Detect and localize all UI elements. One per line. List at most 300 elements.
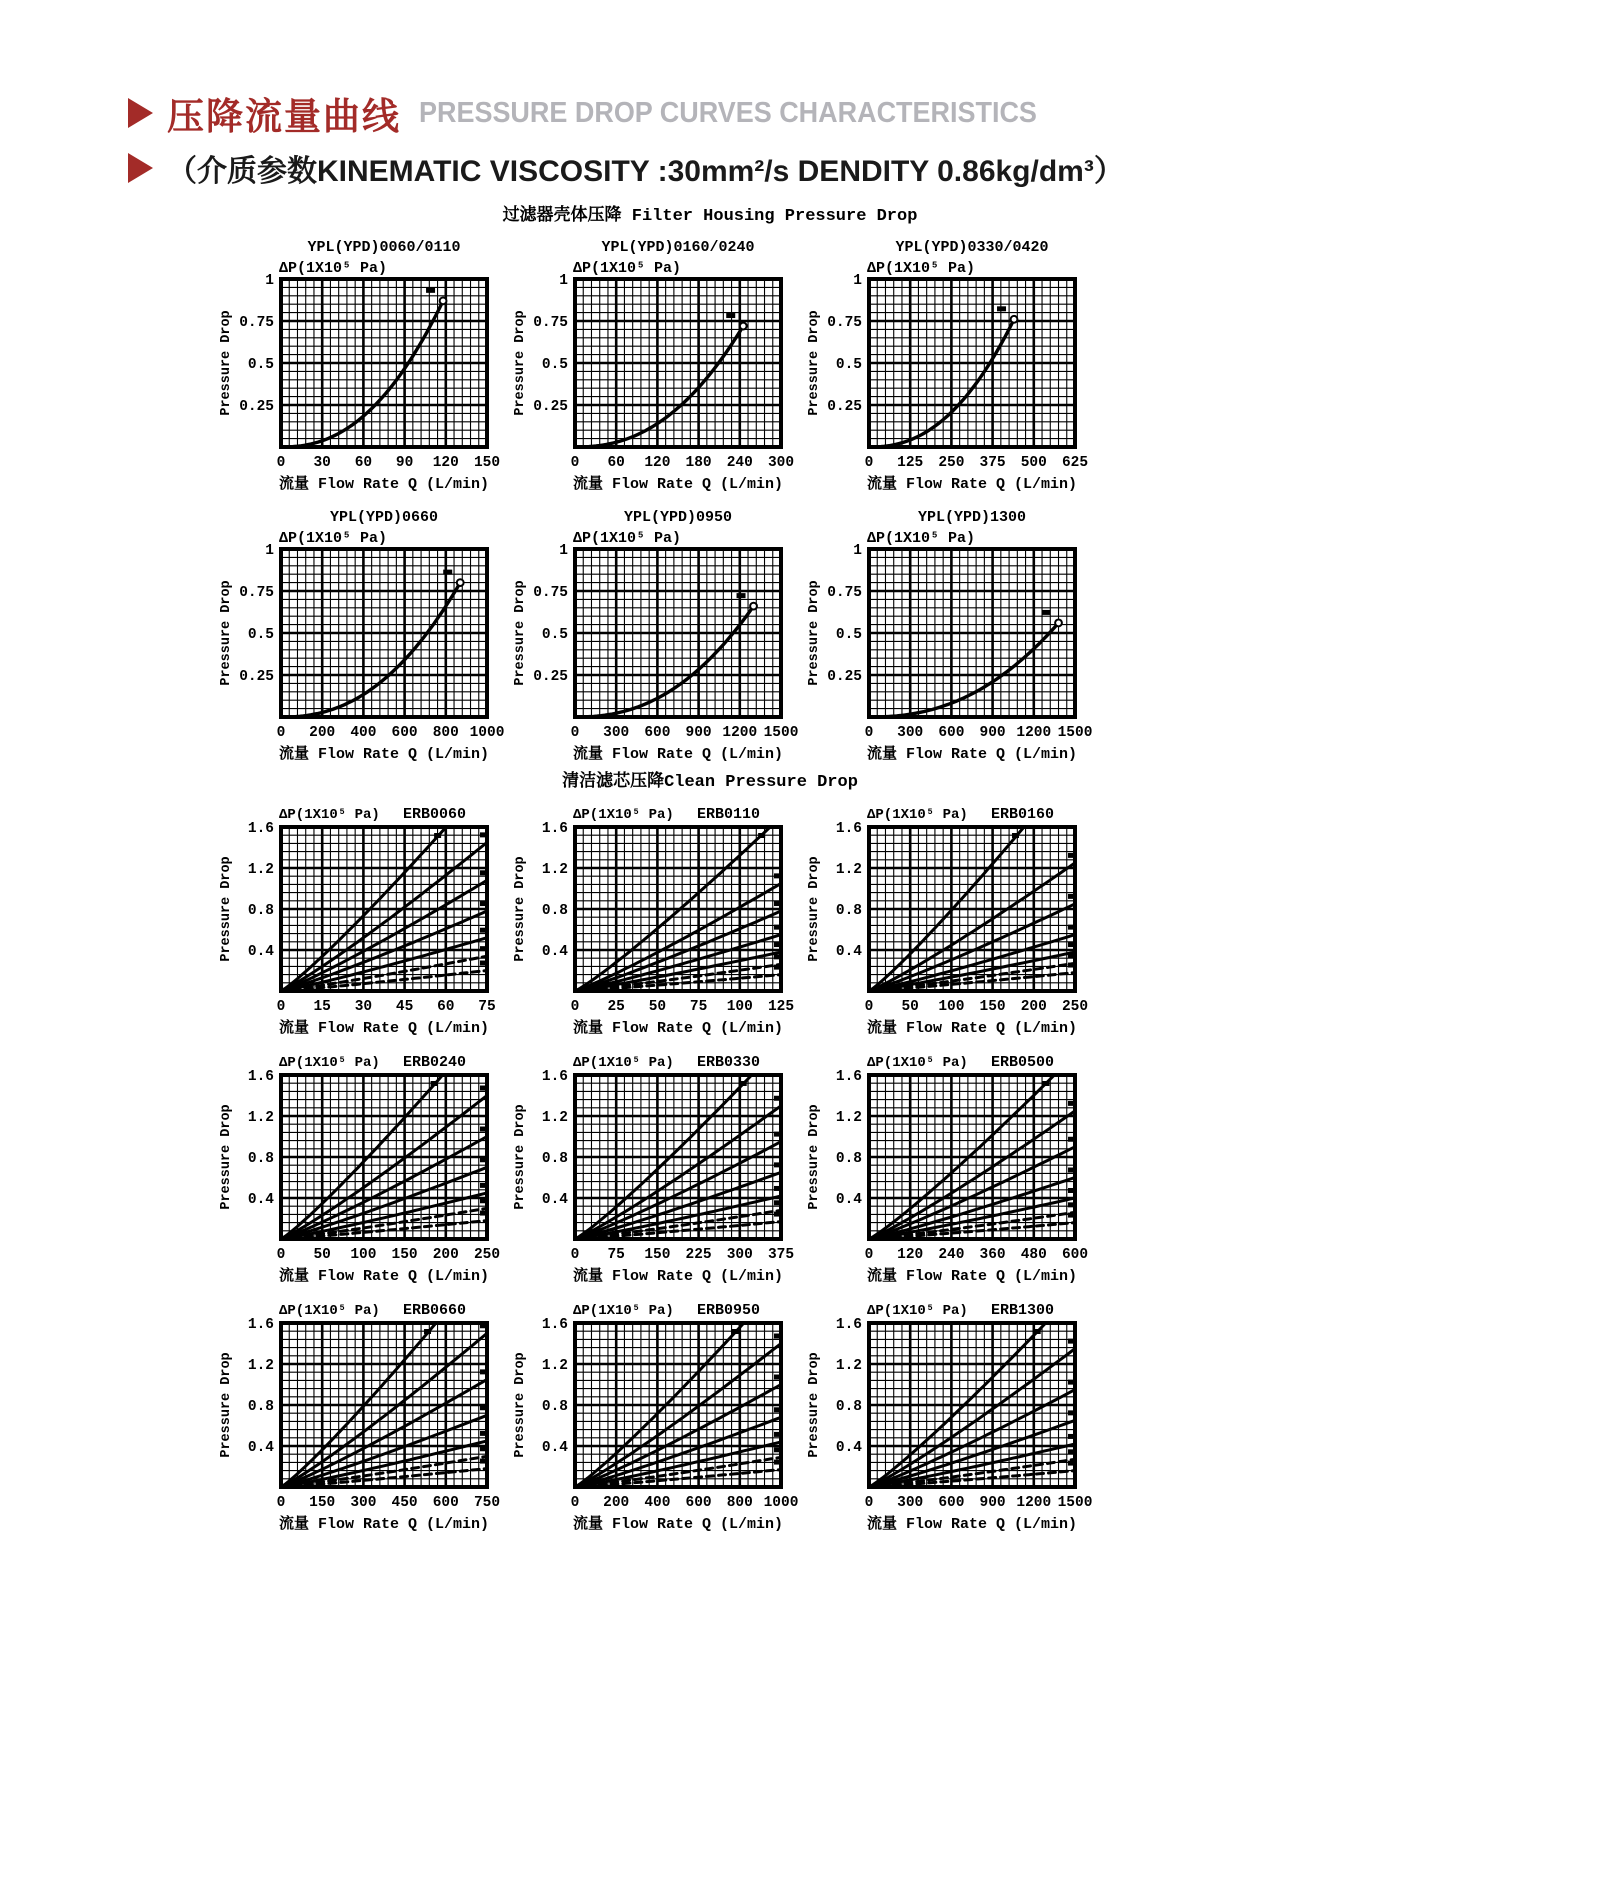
- x-tick-label: 25: [607, 999, 625, 1015]
- chart-ERB0660: [215, 1297, 507, 1533]
- x-tick-label: 150: [309, 1495, 336, 1511]
- y-tick-label: 1.6: [247, 821, 274, 837]
- x-tick-label: 0: [864, 455, 874, 471]
- x-tick-label: 0: [570, 1247, 580, 1263]
- chart-title: ERB0950: [697, 1302, 761, 1319]
- dp-axis-label: ΔP(1X10⁵ Pa): [279, 1055, 380, 1071]
- grade-curve-tag: [1068, 1188, 1075, 1193]
- x-tick-label: 100: [938, 999, 965, 1015]
- x-axis-title: 流量 Flow Rate Q (L/min): [278, 476, 490, 493]
- x-axis-title: 流量 Flow Rate Q (L/min): [866, 1516, 1078, 1533]
- y-tick-label: 1: [559, 273, 568, 289]
- grade-curve: [575, 1417, 781, 1487]
- x-axis-title: 流量 Flow Rate Q (L/min): [278, 1268, 490, 1285]
- grade-curve-tag: [774, 1186, 781, 1191]
- x-tick-label: 125: [897, 455, 924, 471]
- grade-curve-tag: [774, 1375, 781, 1380]
- y-tick-label: 1.2: [541, 1110, 568, 1126]
- grade-curve-tag: [774, 873, 781, 878]
- x-tick-label: 300: [897, 725, 924, 741]
- y-tick-label: 0.8: [247, 1151, 274, 1167]
- curve-end-tag: [726, 313, 735, 318]
- y-tick-label: 0.75: [533, 315, 568, 331]
- grade-curve-tag: [774, 1460, 781, 1465]
- x-tick-label: 200: [603, 1495, 630, 1511]
- grade-curve-tag: [1068, 1434, 1075, 1439]
- grade-curve-tag: [774, 1200, 781, 1205]
- x-tick-label: 1200: [1016, 1495, 1052, 1511]
- media-parameters-line: [128, 146, 1124, 190]
- chart-YPL(YPD)0330/0420: [803, 235, 1095, 493]
- x-tick-label: 30: [354, 999, 373, 1015]
- x-tick-label: 800: [432, 725, 459, 741]
- x-tick-label: 400: [644, 1495, 671, 1511]
- chart-title: YPL(YPD)0950: [623, 509, 733, 526]
- grade-curve-tag: [480, 1127, 487, 1132]
- page-title-en: PRESSURE DROP CURVES CHARACTERISTICS: [419, 96, 1037, 129]
- dp-axis-label: ΔP(1X10⁵ Pa): [279, 260, 388, 277]
- y-tick-label: 1.6: [835, 821, 862, 837]
- x-tick-label: 150: [473, 455, 501, 471]
- x-tick-label: 750: [473, 1495, 501, 1511]
- y-tick-label: 0.4: [247, 1192, 274, 1208]
- x-tick-label: 1500: [1057, 725, 1093, 741]
- x-axis-title: 流量 Flow Rate Q (L/min): [278, 746, 490, 763]
- curve-end-marker: [1055, 620, 1062, 627]
- y-tick-label: 0.75: [239, 315, 274, 331]
- chart-title: ERB0500: [991, 1054, 1055, 1071]
- y-axis-title: Pressure Drop: [807, 1352, 822, 1458]
- x-tick-label: 250: [473, 1247, 501, 1263]
- y-tick-label: 0.75: [239, 585, 274, 601]
- y-tick-label: 0.4: [247, 944, 274, 960]
- grade-curve-tag: [774, 1096, 781, 1101]
- x-tick-label: 0: [864, 999, 874, 1015]
- x-tick-label: 100: [350, 1247, 377, 1263]
- grade-curve-tag: [1068, 1168, 1075, 1173]
- page-title-cn: 压降流量曲线: [167, 96, 401, 137]
- y-axis-title: Pressure Drop: [513, 856, 528, 962]
- chart-title: ERB0330: [697, 1054, 761, 1071]
- grade-curve-tag: [774, 925, 781, 930]
- x-tick-label: 0: [276, 999, 286, 1015]
- grade-curve-tag: [480, 1211, 487, 1216]
- chart-ERB0060: [215, 801, 507, 1037]
- dp-axis-label: ΔP(1X10⁵ Pa): [573, 1055, 674, 1071]
- grade-curve: [281, 1441, 487, 1487]
- grade-curve-tag: [480, 928, 487, 933]
- page-header: [128, 86, 1083, 140]
- grade-curve-tag: [758, 833, 765, 838]
- grade-curve-tag: [774, 1407, 781, 1412]
- y-axis-title: Pressure Drop: [513, 1352, 528, 1458]
- x-tick-label: 625: [1061, 455, 1089, 471]
- curve-end-marker: [740, 323, 747, 330]
- x-tick-label: 0: [864, 1495, 874, 1511]
- grade-curve-tag: [480, 832, 487, 837]
- y-axis-title: Pressure Drop: [513, 1104, 528, 1210]
- grade-curve-tag: [774, 1447, 781, 1452]
- y-axis-title: Pressure Drop: [219, 856, 234, 962]
- y-tick-label: 0.5: [835, 627, 862, 643]
- grade-curve-tag: [1068, 1101, 1075, 1106]
- dp-axis-label: ΔP(1X10⁵ Pa): [867, 530, 976, 547]
- grade-curve-tag: [480, 1405, 487, 1410]
- y-tick-label: 0.4: [835, 1192, 862, 1208]
- chart-title: YPL(YPD)0660: [329, 509, 439, 526]
- y-tick-label: 1.2: [541, 1358, 568, 1374]
- x-tick-label: 800: [726, 1495, 753, 1511]
- x-tick-label: 300: [350, 1495, 377, 1511]
- grade-curve-tag: [774, 942, 781, 947]
- x-tick-label: 120: [897, 1247, 924, 1263]
- grade-curve: [281, 1333, 487, 1487]
- y-tick-label: 1.6: [247, 1069, 274, 1085]
- y-axis-title: Pressure Drop: [807, 856, 822, 962]
- dp-axis-label: ΔP(1X10⁵ Pa): [573, 530, 682, 547]
- x-tick-label: 0: [570, 455, 580, 471]
- x-tick-label: 300: [726, 1247, 753, 1263]
- grade-curve-tag: [480, 1183, 487, 1188]
- chart-title: ERB0240: [403, 1054, 467, 1071]
- x-tick-label: 600: [391, 725, 418, 741]
- x-tick-label: 0: [276, 1495, 286, 1511]
- y-tick-label: 1: [265, 543, 274, 559]
- x-tick-label: 600: [1061, 1247, 1089, 1263]
- y-tick-label: 0.5: [247, 357, 274, 373]
- dp-axis-label: ΔP(1X10⁵ Pa): [573, 260, 682, 277]
- curve-end-marker: [440, 297, 447, 304]
- x-tick-label: 300: [897, 1495, 924, 1511]
- x-axis-title: 流量 Flow Rate Q (L/min): [572, 476, 784, 493]
- housing-chart-grid: [215, 235, 1205, 763]
- chart-ERB0110: [509, 801, 801, 1037]
- x-tick-label: 60: [607, 455, 625, 471]
- x-tick-label: 125: [767, 999, 795, 1015]
- x-axis-title: 流量 Flow Rate Q (L/min): [866, 476, 1078, 493]
- section-title-clean: 清洁滤芯压降Clean Pressure Drop: [562, 773, 858, 792]
- y-tick-label: 1.2: [247, 1358, 274, 1374]
- y-tick-label: 1.2: [835, 1110, 862, 1126]
- x-tick-label: 480: [1020, 1247, 1047, 1263]
- grade-curve-tag: [1068, 853, 1075, 858]
- x-tick-label: 240: [938, 1247, 965, 1263]
- grade-curve-tag: [774, 1132, 781, 1137]
- x-tick-label: 50: [313, 1247, 331, 1263]
- dp-axis-label: ΔP(1X10⁵ Pa): [867, 260, 976, 277]
- x-tick-label: 200: [432, 1247, 459, 1263]
- media-parameters-text: （介质参数KINEMATIC VISCOSITY :30mm²/s DENDITY 0.86kg/dm³）: [167, 155, 1124, 188]
- x-tick-label: 60: [354, 455, 373, 471]
- y-tick-label: 0.5: [247, 627, 274, 643]
- y-tick-label: 0.8: [835, 1151, 862, 1167]
- grade-curve-tag: [480, 870, 487, 875]
- x-tick-label: 150: [644, 1247, 671, 1263]
- grade-curve-tag: [1042, 1081, 1049, 1086]
- y-tick-label: 1.6: [541, 821, 568, 837]
- dp-axis-label: ΔP(1X10⁵ Pa): [279, 1303, 380, 1319]
- x-axis-title: 流量 Flow Rate Q (L/min): [572, 746, 784, 763]
- x-axis-title: 流量 Flow Rate Q (L/min): [866, 1020, 1078, 1037]
- y-tick-label: 0.8: [247, 1399, 274, 1415]
- x-tick-label: 1500: [1057, 1495, 1093, 1511]
- grade-curve-tag: [480, 961, 487, 966]
- x-tick-label: 360: [979, 1247, 1006, 1263]
- grade-curve-tag: [732, 1329, 739, 1334]
- grade-curve-tag: [434, 833, 441, 838]
- y-tick-label: 0.4: [541, 1192, 568, 1208]
- y-tick-label: 0.4: [247, 1440, 274, 1456]
- x-tick-label: 450: [391, 1495, 418, 1511]
- grade-curve-tag: [480, 1431, 487, 1436]
- y-tick-label: 0.4: [541, 944, 568, 960]
- x-tick-label: 900: [979, 725, 1006, 741]
- y-tick-label: 1.2: [247, 862, 274, 878]
- dp-axis-label: ΔP(1X10⁵ Pa): [867, 807, 968, 823]
- x-tick-label: 600: [644, 725, 671, 741]
- chart-YPL(YPD)1300: [803, 505, 1095, 763]
- grade-curve-tag: [1068, 1461, 1075, 1466]
- x-axis-title: 流量 Flow Rate Q (L/min): [278, 1020, 490, 1037]
- x-tick-label: 75: [607, 1247, 625, 1263]
- x-tick-label: 1200: [1016, 725, 1052, 741]
- x-tick-label: 0: [864, 1247, 874, 1263]
- x-axis-title: 流量 Flow Rate Q (L/min): [572, 1516, 784, 1533]
- y-tick-label: 0.25: [239, 669, 274, 685]
- curve-end-marker: [457, 579, 464, 586]
- x-tick-label: 0: [276, 725, 286, 741]
- x-tick-label: 400: [350, 725, 377, 741]
- x-tick-label: 180: [685, 455, 712, 471]
- chart-ERB0500: [803, 1049, 1095, 1285]
- x-tick-label: 50: [901, 999, 919, 1015]
- y-tick-label: 0.5: [541, 627, 568, 643]
- chart-ERB0160: [803, 801, 1095, 1037]
- y-tick-label: 1.6: [835, 1069, 862, 1085]
- x-tick-label: 240: [726, 455, 753, 471]
- chart-ERB1300: [803, 1297, 1095, 1533]
- grade-curve-tag: [480, 1323, 487, 1328]
- grade-curve-tag: [774, 1162, 781, 1167]
- x-tick-label: 250: [938, 455, 965, 471]
- x-tick-label: 200: [309, 725, 336, 741]
- grade-curve-tag: [774, 965, 781, 970]
- x-tick-label: 1500: [763, 725, 799, 741]
- x-tick-label: 90: [395, 455, 414, 471]
- chart-YPL(YPD)0160/0240: [509, 235, 801, 493]
- grade-curve-tag: [480, 1459, 487, 1464]
- grade-curve-tag: [1068, 925, 1075, 930]
- curve-end-marker: [750, 603, 757, 610]
- grade-curve-tag: [431, 1081, 438, 1086]
- x-tick-label: 100: [726, 999, 753, 1015]
- y-tick-label: 0.25: [533, 399, 568, 415]
- y-tick-label: 0.8: [541, 1151, 568, 1167]
- y-axis-title: Pressure Drop: [219, 1352, 234, 1458]
- y-tick-label: 0.4: [835, 944, 862, 960]
- x-tick-label: 225: [685, 1247, 712, 1263]
- y-tick-label: 0.5: [835, 357, 862, 373]
- y-tick-label: 1.6: [835, 1317, 862, 1333]
- chart-title: YPL(YPD)0060/0110: [307, 239, 461, 256]
- grade-curve: [281, 1193, 487, 1239]
- y-axis-title: Pressure Drop: [219, 310, 234, 416]
- grade-curve-tag: [774, 901, 781, 906]
- grade-curve-tag: [1068, 963, 1075, 968]
- chart-title: YPL(YPD)0160/0240: [601, 239, 755, 256]
- x-tick-label: 0: [570, 1495, 580, 1511]
- grade-curve-tag: [774, 954, 781, 959]
- grade-curve-tag: [480, 1446, 487, 1451]
- y-tick-label: 0.75: [533, 585, 568, 601]
- y-tick-label: 0.4: [541, 1440, 568, 1456]
- x-tick-label: 75: [689, 999, 708, 1015]
- grade-curve-tag: [1068, 942, 1075, 947]
- y-tick-label: 1.2: [835, 862, 862, 878]
- chart-title: ERB1300: [991, 1302, 1055, 1319]
- x-tick-label: 200: [1020, 999, 1047, 1015]
- grade-curve-tag: [1068, 1202, 1075, 1207]
- x-tick-label: 120: [432, 455, 459, 471]
- red-arrow-icon: [128, 98, 153, 128]
- y-tick-label: 0.8: [835, 903, 862, 919]
- x-tick-label: 75: [478, 999, 496, 1015]
- x-tick-label: 375: [979, 455, 1006, 471]
- x-axis-title: 流量 Flow Rate Q (L/min): [572, 1020, 784, 1037]
- y-tick-label: 1.6: [541, 1317, 568, 1333]
- y-tick-label: 0.8: [541, 1399, 568, 1415]
- x-tick-label: 0: [570, 725, 580, 741]
- y-tick-label: 0.8: [541, 903, 568, 919]
- curve-end-tag: [426, 288, 435, 293]
- y-tick-label: 0.25: [827, 669, 862, 685]
- x-tick-label: 150: [391, 1247, 418, 1263]
- grade-curve-tag: [1068, 1410, 1075, 1415]
- grade-curve-tag: [480, 1157, 487, 1162]
- chart-ERB0330: [509, 1049, 801, 1285]
- grade-curve-tag: [774, 1432, 781, 1437]
- curve-end-tag: [1042, 610, 1051, 615]
- grade-curve-tag: [740, 1081, 747, 1086]
- chart-title: ERB0660: [403, 1302, 467, 1319]
- x-tick-label: 300: [767, 455, 795, 471]
- grade-curve-tag: [480, 1198, 487, 1203]
- red-arrow-icon: [128, 153, 153, 183]
- grade-curve-tag: [480, 1086, 487, 1091]
- y-tick-label: 0.75: [827, 315, 862, 331]
- y-axis-title: Pressure Drop: [513, 310, 528, 416]
- y-tick-label: 0.25: [239, 399, 274, 415]
- grade-curve-tag: [1068, 953, 1075, 958]
- section-title-housing: 过滤器壳体压降 Filter Housing Pressure Drop: [502, 207, 918, 226]
- x-tick-label: 600: [685, 1495, 712, 1511]
- x-tick-label: 0: [570, 999, 580, 1015]
- grade-curve-tag: [1034, 1329, 1041, 1334]
- y-tick-label: 1.2: [835, 1358, 862, 1374]
- y-tick-label: 0.75: [827, 585, 862, 601]
- grade-curve-tag: [774, 1334, 781, 1339]
- grade-curve-tag: [1068, 1137, 1075, 1142]
- y-tick-label: 0.5: [541, 357, 568, 373]
- chart-title: ERB0060: [403, 806, 467, 823]
- grade-curve-tag: [1068, 1339, 1075, 1344]
- chart-YPL(YPD)0950: [509, 505, 801, 763]
- x-tick-label: 15: [313, 999, 331, 1015]
- curve-end-tag: [443, 570, 452, 575]
- grade-curve-tag: [480, 901, 487, 906]
- grade-curve-tag: [424, 1329, 431, 1334]
- grade-curve-tag: [1068, 894, 1075, 899]
- dp-axis-label: ΔP(1X10⁵ Pa): [279, 530, 388, 547]
- y-axis-title: Pressure Drop: [807, 580, 822, 686]
- x-tick-label: 500: [1020, 455, 1047, 471]
- x-tick-label: 0: [864, 725, 874, 741]
- chart-YPL(YPD)0060/0110: [215, 235, 507, 493]
- y-axis-title: Pressure Drop: [513, 580, 528, 686]
- y-tick-label: 0.25: [827, 399, 862, 415]
- y-tick-label: 1.2: [247, 1110, 274, 1126]
- x-tick-label: 50: [648, 999, 667, 1015]
- y-tick-label: 1: [853, 273, 862, 289]
- x-tick-label: 60: [437, 999, 455, 1015]
- y-tick-label: 1: [559, 543, 568, 559]
- x-tick-label: 45: [395, 999, 414, 1015]
- pressure-curve: [869, 623, 1059, 717]
- x-tick-label: 250: [1061, 999, 1089, 1015]
- grade-curve-tag: [480, 946, 487, 951]
- x-axis-title: 流量 Flow Rate Q (L/min): [866, 746, 1078, 763]
- x-tick-label: 300: [603, 725, 630, 741]
- y-tick-label: 1: [265, 273, 274, 289]
- x-tick-label: 600: [938, 725, 965, 741]
- y-tick-label: 1: [853, 543, 862, 559]
- chart-ERB0240: [215, 1049, 507, 1285]
- chart-YPL(YPD)0660: [215, 505, 507, 763]
- x-tick-label: 1000: [763, 1495, 799, 1511]
- grade-curve-tag: [1068, 1449, 1075, 1454]
- dp-axis-label: ΔP(1X10⁵ Pa): [867, 1303, 968, 1319]
- curve-end-tag: [997, 306, 1006, 311]
- chart-title: ERB0110: [697, 806, 761, 823]
- x-tick-label: 375: [767, 1247, 795, 1263]
- curve-end-marker: [1011, 316, 1018, 323]
- y-tick-label: 0.8: [835, 1399, 862, 1415]
- y-tick-label: 0.8: [247, 903, 274, 919]
- dp-axis-label: ΔP(1X10⁵ Pa): [573, 807, 674, 823]
- y-axis-title: Pressure Drop: [219, 580, 234, 686]
- x-tick-label: 30: [313, 455, 331, 471]
- grade-curve-tag: [1012, 833, 1019, 838]
- x-tick-label: 1000: [469, 725, 505, 741]
- x-tick-label: 900: [979, 1495, 1006, 1511]
- x-tick-label: 600: [432, 1495, 459, 1511]
- x-tick-label: 600: [938, 1495, 965, 1511]
- dp-axis-label: ΔP(1X10⁵ Pa): [867, 1055, 968, 1071]
- x-tick-label: 900: [685, 725, 712, 741]
- y-tick-label: 1.6: [541, 1069, 568, 1085]
- y-axis-title: Pressure Drop: [807, 1104, 822, 1210]
- chart-ERB0950: [509, 1297, 801, 1533]
- curve-end-tag: [737, 593, 746, 598]
- chart-title: YPL(YPD)0330/0420: [895, 239, 1049, 256]
- grade-curve-tag: [480, 1369, 487, 1374]
- y-tick-label: 1.6: [247, 1317, 274, 1333]
- y-tick-label: 0.4: [835, 1440, 862, 1456]
- chart-title: ERB0160: [991, 806, 1055, 823]
- y-tick-label: 1.2: [541, 862, 568, 878]
- x-tick-label: 0: [276, 455, 286, 471]
- x-tick-label: 120: [644, 455, 671, 471]
